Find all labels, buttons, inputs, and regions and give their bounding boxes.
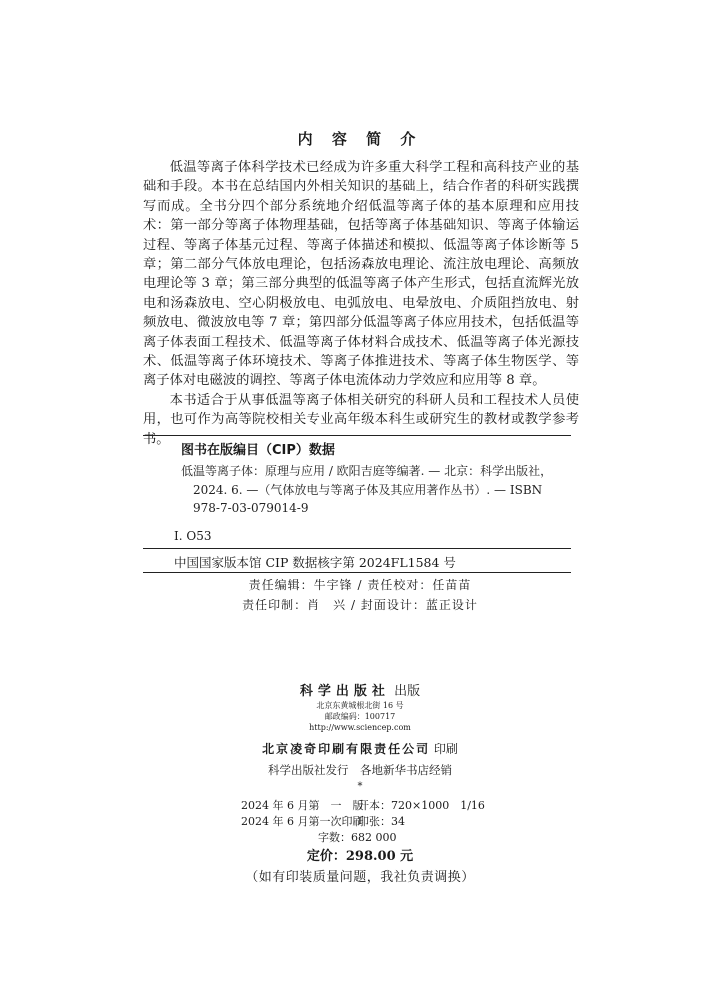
staff-line-2: 责任印制：肖 兴 / 封面设计：蓝正设计 — [242, 598, 478, 612]
cip-top-rule — [143, 435, 571, 436]
summary-title: 内 容 简 介 — [297, 130, 423, 148]
book-format: 开本：720×1000 1/16 — [358, 799, 485, 812]
printer-line — [0, 740, 720, 757]
publisher-address: 北京东黄城根北街 16 号 — [316, 701, 404, 710]
print-date: 2024 年 6 月第一次印刷 — [241, 815, 364, 828]
cip-heading: 图书在版编目（CIP）数据 — [181, 443, 335, 458]
edition-date: 2024 年 6 月第 一 版 — [241, 799, 364, 812]
summary-body — [143, 158, 579, 449]
publisher-website: http://www.sciencep.com — [309, 723, 411, 732]
printer-action: 印刷 — [433, 742, 458, 756]
quality-notice: （如有印装质量问题，我社负责调换） — [245, 870, 475, 885]
price: 定价：298.00 元 — [306, 849, 414, 864]
staff-line-1: 责任编辑：牛宇锋 / 责任校对：任苗苗 — [248, 578, 472, 592]
publisher-action: 出版 — [394, 684, 421, 699]
cip-middle-rule — [143, 548, 571, 549]
cip-record: 低温等离子体：原理与应用 / 欧阳吉庭等编著. — 北京：科学出版社，2024. 6. —（气体放电与等离子体及其应用著作丛书）. — ISBN 978-7-03-079014-9 — [181, 464, 553, 515]
summary-paragraph-2: 本书适合于从事低温等离子体相关研究的科研人员和工程技术人员使用，也可作为高等院校相关专业高年级本科生或研究生的教材或教学参考书。 — [143, 392, 579, 447]
cip-classification: Ⅰ. O53 — [174, 529, 212, 543]
distribution-line: 科学出版社发行 各地新华书店经销 — [268, 763, 452, 777]
publisher-line — [0, 680, 720, 699]
publisher-postcode: 邮政编码：100717 — [324, 712, 396, 721]
word-count: 字数：682 000 — [318, 831, 397, 844]
separator-star: * — [357, 781, 363, 792]
print-sheets: 印张：34 — [358, 815, 405, 828]
cip-bottom-rule — [143, 572, 571, 573]
cip-data-number: 中国国家版本馆 CIP 数据核字第 2024FL1584 号 — [174, 555, 456, 570]
printer-name: 北京凌奇印刷有限责任公司 — [262, 742, 431, 756]
publisher-name: 科学出版社 — [299, 684, 390, 699]
summary-paragraph-1: 低温等离子体科学技术已经成为许多重大科学工程和高科技产业的基础和手段。本书在总结国内外相关知识的基础上，结合作者的科研实践撰写而成。全书分四个部分系统地介绍低温等离子体的基本原理和应用技术：第一部分等离子体物理基础，包括等离子体基础知识、等离子体输运过程、等离子体基元过程、等离子体描述和模拟、低温等离子体诊断等 5 章；第二部分气体放电理论，包括汤森放电理论、流注放电理论、高频放电理论等 3 章；第三部分典型的低温等离子体产生形式，包括直流辉光放电和汤森放电、空心阴极放电、电弧放电、电晕放电、介质阻挡放电、射频放电、微波放电等 7 章；第四部分低温等离子体应用技术，包括低温等离子体表面工程技术、低温等离子体材料合成技术、低温等离子体光源技术、低温等离子体环境技术、等离子体推进技术、等离子体生物医学、等离子体对电磁波的调控、等离子体电流体动力学效应和应用等 8 章。 — [143, 160, 579, 389]
